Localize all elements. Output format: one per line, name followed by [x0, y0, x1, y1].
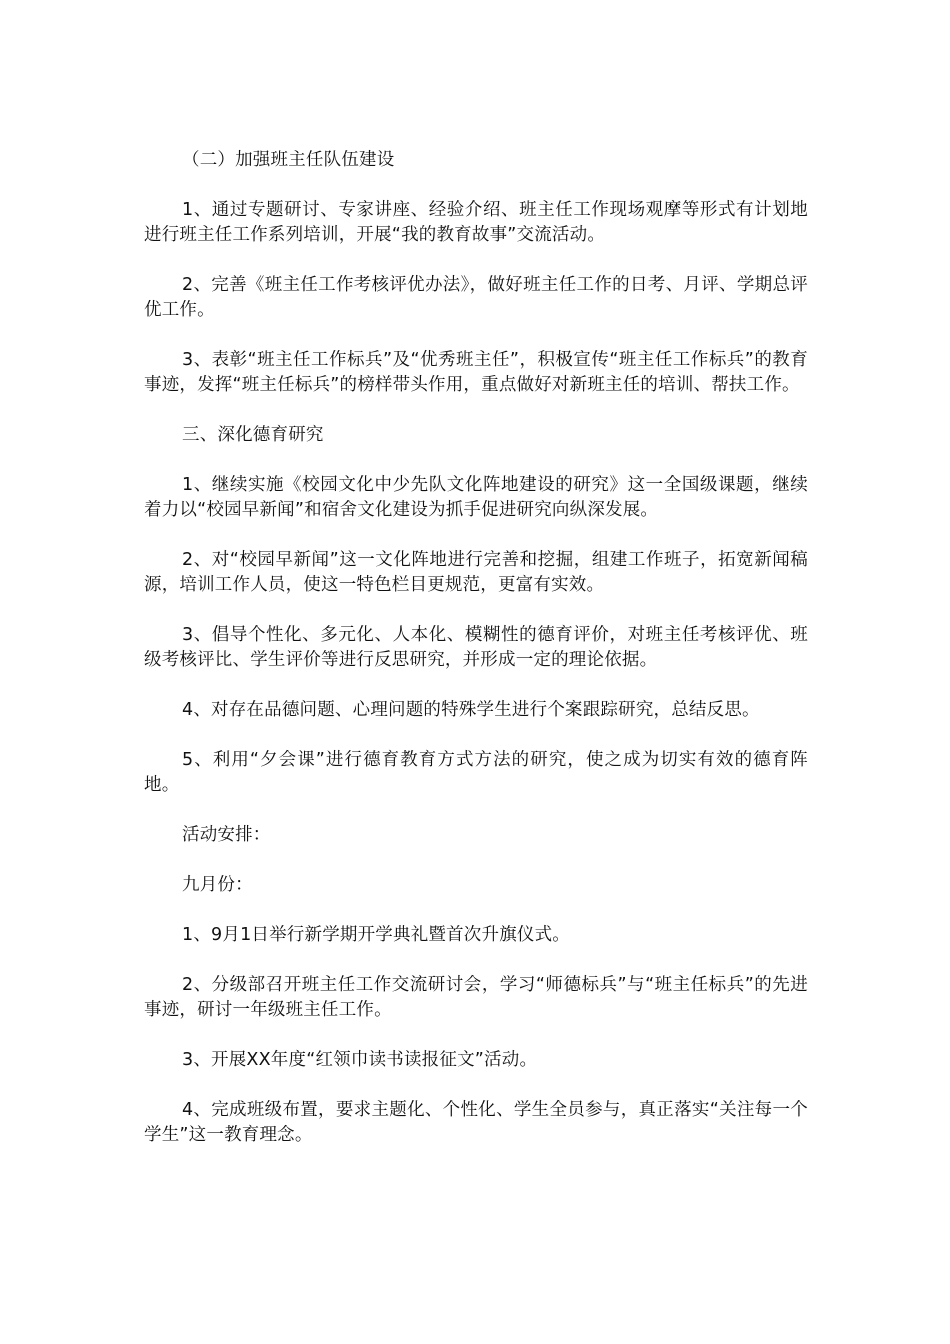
paragraph-item: 4、对存在品德问题、心理问题的特殊学生进行个案跟踪研究，总结反思。	[182, 700, 760, 720]
paragraph-item: 1、继续实施《校园文化中少先队文化阵地建设的研究》这一全国级课题，继续着力以“校园早新闻”和宿舍文化建设为抓手促进研究向纵深发展。	[144, 475, 808, 520]
document-body	[144, 148, 808, 1173]
paragraph-item: 2、完善《班主任工作考核评优办法》，做好班主任工作的日考、月评、学期总评优工作。	[144, 275, 808, 320]
paragraph-item: 1、通过专题研讨、专家讲座、经验介绍、班主任工作现场观摩等形式有计划地进行班主任工作系列培训，开展“我的教育故事”交流活动。	[144, 200, 808, 245]
paragraph-item: 1、9月1日举行新学期开学典礼暨首次升旗仪式。	[182, 925, 571, 945]
paragraph-item: 2、分级部召开班主任工作交流研讨会，学习“师德标兵”与“班主任标兵”的先进事迹，研讨一年级班主任工作。	[144, 975, 808, 1020]
section-heading-team-building: （二）加强班主任队伍建设	[182, 150, 395, 170]
paragraph-item: 2、对“校园早新闻”这一文化阵地进行完善和挖掘，组建工作班子，拓宽新闻稿源，培训工作人员，使这一特色栏目更规范，更富有实效。	[144, 550, 808, 595]
paragraph-item: 3、开展XX年度“红领巾读书读报征文”活动。	[182, 1050, 538, 1070]
paragraph-item: 4、完成班级布置，要求主题化、个性化、学生全员参与，真正落实“关注每一个学生”这一教育理念。	[144, 1100, 808, 1145]
section-heading-moral-research: 三、深化德育研究	[182, 425, 324, 445]
paragraph-item: 5、利用“夕会课”进行德育教育方式方法的研究，使之成为切实有效的德育阵地。	[144, 750, 808, 795]
paragraph-item: 3、表彰“班主任工作标兵”及“优秀班主任”，积极宣传“班主任工作标兵”的教育事迹，发挥“班主任标兵”的榜样带头作用，重点做好对新班主任的培训、帮扶工作。	[144, 350, 808, 395]
section-heading-activities: 活动安排：	[182, 825, 271, 845]
paragraph-item: 3、倡导个性化、多元化、人本化、模糊性的德育评价，对班主任考核评优、班级考核评比、学生评价等进行反思研究，并形成一定的理论依据。	[144, 625, 808, 670]
month-heading-september: 九月份：	[182, 875, 253, 895]
